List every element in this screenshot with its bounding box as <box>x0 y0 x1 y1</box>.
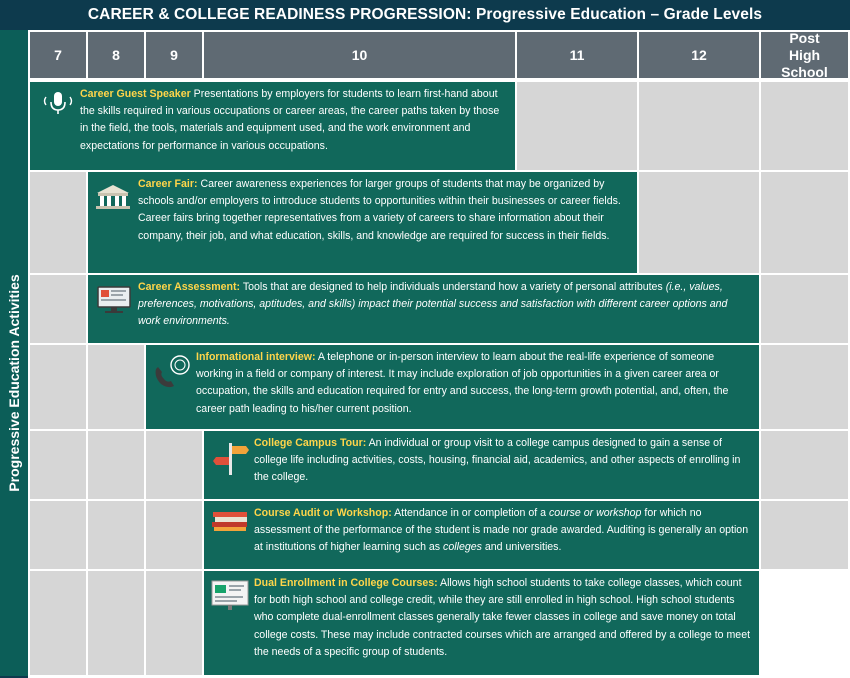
empty-cell <box>639 82 759 170</box>
empty-cell <box>30 431 86 499</box>
activity-dual-enrollment <box>204 571 759 675</box>
activity-title: Course Audit or Workshop: <box>254 507 392 519</box>
activity-title: Career Assessment: <box>138 281 241 293</box>
progression-grid <box>28 30 850 678</box>
activity-career-assessment <box>88 275 759 343</box>
activity-description-italic: (i.e., values, preferences, motivations, aptitudes, and skills) impact their potential success and satisfaction with different career options and work environments. <box>138 281 728 328</box>
building-icon <box>94 184 132 210</box>
empty-cell <box>761 345 848 429</box>
activity-course-audit-or-workshop <box>204 501 759 569</box>
activity-description: Presentations by employers for students to learn first-hand about the skills required in various occupations or career areas, the career paths taken by those in the field, the tools, materials and equipment used, and the work environment and expectations for performance in various occupations. <box>80 88 500 152</box>
sidebar <box>0 30 28 676</box>
empty-cell <box>88 431 144 499</box>
presentation-icon <box>210 579 250 611</box>
phone-icon <box>152 353 194 389</box>
empty-cell <box>761 172 848 273</box>
empty-cell <box>88 345 144 429</box>
column-header-10: 10 <box>204 32 515 78</box>
activity-text <box>80 86 507 155</box>
activity-informational-interview <box>146 345 759 429</box>
activity-description: for which no assessment of the performance of the student is made nor grade awarded. Auditing is generally an option at institutions of higher learning such as <box>254 507 749 554</box>
empty-cell <box>761 82 848 170</box>
activity-title: Career Fair: <box>138 178 198 190</box>
empty-cell <box>146 501 202 569</box>
column-header-7: 7 <box>30 32 86 78</box>
activity-title: Informational interview: <box>196 351 316 363</box>
activity-text <box>138 279 751 331</box>
computer-icon <box>96 285 132 315</box>
empty-cell <box>146 571 202 675</box>
activity-description: Career awareness experiences for larger groups of students that may be organized by schools and/or employers to introduce students to opportunities within their businesses or career fields. Career fairs bring together representatives from a variety of careers to share information about their company, their job, and what education, skills, and knowledge are required for success in their fields. <box>138 178 621 242</box>
activity-description: A telephone or in-person interview to learn about the real-life experience of someone working in a field or company of interest. It may include exploration of job opportunities in a given career area or occupation, the skills and education required for entry and success, the long-term growth potential, and, often, the career path leading to his/her current position. <box>196 351 729 415</box>
empty-cell <box>30 345 86 429</box>
column-header-9: 9 <box>146 32 202 78</box>
activity-description: Attendance in or completion of a <box>394 507 547 519</box>
column-header-post-high-school: Post High School <box>761 32 848 78</box>
page-title: CAREER & COLLEGE READINESS PROGRESSION: Progressive Education – Grade Levels <box>0 0 850 30</box>
activity-description: An individual or group visit to a college campus designed to gain a sense of college life including activities, costs, housing, financial aid, academics, and other aspects of enrolling in the college. <box>254 437 741 484</box>
activity-college-campus-tour <box>204 431 759 499</box>
activity-text <box>254 575 751 661</box>
empty-cell <box>30 275 86 343</box>
activity-title: Dual Enrollment in College Courses: <box>254 577 438 589</box>
activity-description: Tools that are designed to help individuals understand how a variety of personal attributes <box>242 281 663 293</box>
activity-career-fair <box>88 172 637 273</box>
column-header-12: 12 <box>639 32 759 78</box>
activity-title: College Campus Tour: <box>254 437 367 449</box>
activity-text <box>196 349 751 418</box>
empty-cell <box>517 82 637 170</box>
activity-title: Career Guest Speaker <box>80 88 191 100</box>
column-header-11: 11 <box>517 32 637 78</box>
activity-text <box>254 435 751 487</box>
signpost-icon <box>212 441 250 477</box>
empty-cell <box>761 431 848 499</box>
empty-cell <box>88 501 144 569</box>
activity-text <box>138 176 629 245</box>
empty-cell <box>88 571 144 675</box>
activity-career-guest-speaker <box>30 82 515 170</box>
activity-text <box>254 505 751 557</box>
side-label: Progressive Education Activities <box>6 274 22 492</box>
microphone-icon <box>40 90 76 116</box>
activity-description-italic: course or workshop <box>548 507 642 519</box>
empty-cell <box>30 172 86 273</box>
empty-cell <box>146 431 202 499</box>
empty-cell <box>761 501 848 569</box>
books-icon <box>210 509 250 533</box>
empty-cell <box>30 571 86 675</box>
empty-cell <box>761 275 848 343</box>
column-header-8: 8 <box>88 32 144 78</box>
activity-description: Allows high school students to take college classes, which count for both high school and college credit, while they are still enrolled in high school. High school students who complete dual-enrollment classes generally take fewer classes in college and save money on total college costs. These may include contracted courses which are arranged and offered by a college to meet the needs of a specific group of students. <box>254 577 751 658</box>
activity-description: and universities. <box>484 541 562 554</box>
activity-description-italic: colleges <box>443 541 482 554</box>
empty-cell <box>30 501 86 569</box>
empty-cell <box>639 172 759 273</box>
